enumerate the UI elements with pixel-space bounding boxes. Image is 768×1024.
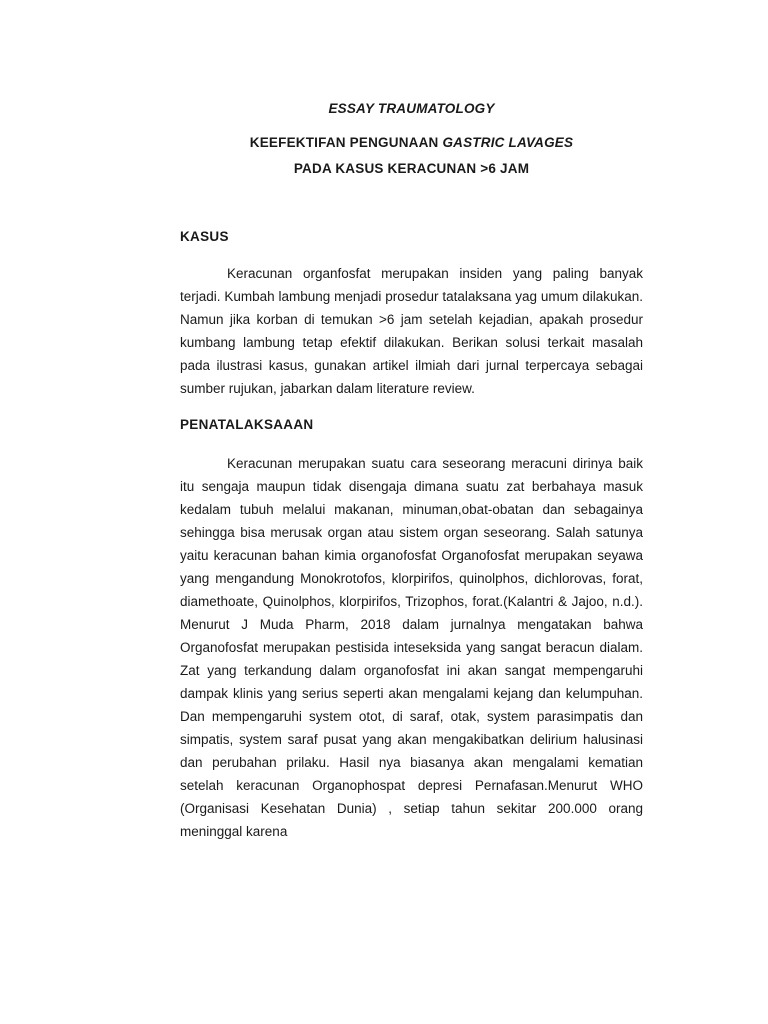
spacer <box>180 180 643 226</box>
subtitle-italic-term: GASTRIC LAVAGES <box>442 135 574 150</box>
spacer <box>180 400 643 414</box>
section-heading-kasus: KASUS <box>180 229 229 244</box>
spacer <box>180 248 643 262</box>
spacer <box>180 436 643 452</box>
document-content <box>180 98 643 843</box>
subtitle-prefix: KEEFEKTIFAN PENGUNAAN <box>249 135 443 150</box>
essay-subtitle-line-2: PADA KASUS KERACUNAN >6 JAM <box>293 161 530 176</box>
section-paragraph-penatalaksaaan: Keracunan merupakan suatu cara seseorang meracuni dirinya baik itu sengaja maupun tidak disengaja dimana suatu zat berbahaya masuk kedalam tubuh melalui makanan, minuman,obat-obatan dan sebagainya sehingga bisa merusak organ atau sistem organ seseorang. Salah satunya yaitu keracunan bahan kimia organofosfat Organofosfat merupakan seyawa yang mengandung Monokrotofos, klorpirifos, quinolphos, dichlorovas, forat, diamethoate, Quinolphos, klorpirifos, Trizophos, forat.(Kalantri & Jajoo, n.d.). Menurut J Muda Pharm, 2018 dalam jurnalnya mengatakan bahwa Organofosfat merupakan pestisida inteseksida yang sangat beracun dialam. Zat yang terkandung dalam organofosfat ini akan sangat mempengaruhi dampak klinis yang serius seperti akan mengalami kejang dan kelumpuhan. Dan mempengaruhi system otot, di saraf, otak, system parasimpatis dan simpatis, system saraf pusat yang akan mengakibatkan delirium halusinasi dan perubahan prilaku. Hasil nya biasanya akan mengalami kematian setelah keracunan Organophospat depresi Pernafasan.Menurut WHO (Organisasi Kesehatan Dunia) , setiap tahun sekitar 200.000 orang meninggal karena <box>180 456 643 839</box>
section-paragraph-kasus: Keracunan organfosfat merupakan insiden yang paling banyak terjadi. Kumbah lambung menjadi prosedur tatalaksana yag umum dilakukan. Namun jika korban di temukan >6 jam setelah kejadian, apakah prosedur kumbang lambung tetap efektif dilakukan. Berikan solusi terkait masalah pada ilustrasi kasus, gunakan artikel ilmiah dari jurnal terpercaya sebagai sumber rujukan, jabarkan dalam literature review. <box>180 266 643 396</box>
section-heading-penatalaksaaan: PENATALAKSAAAN <box>180 417 314 432</box>
essay-subtitle-line-1 <box>180 132 643 154</box>
essay-title: ESSAY TRAUMATOLOGY <box>328 101 495 116</box>
